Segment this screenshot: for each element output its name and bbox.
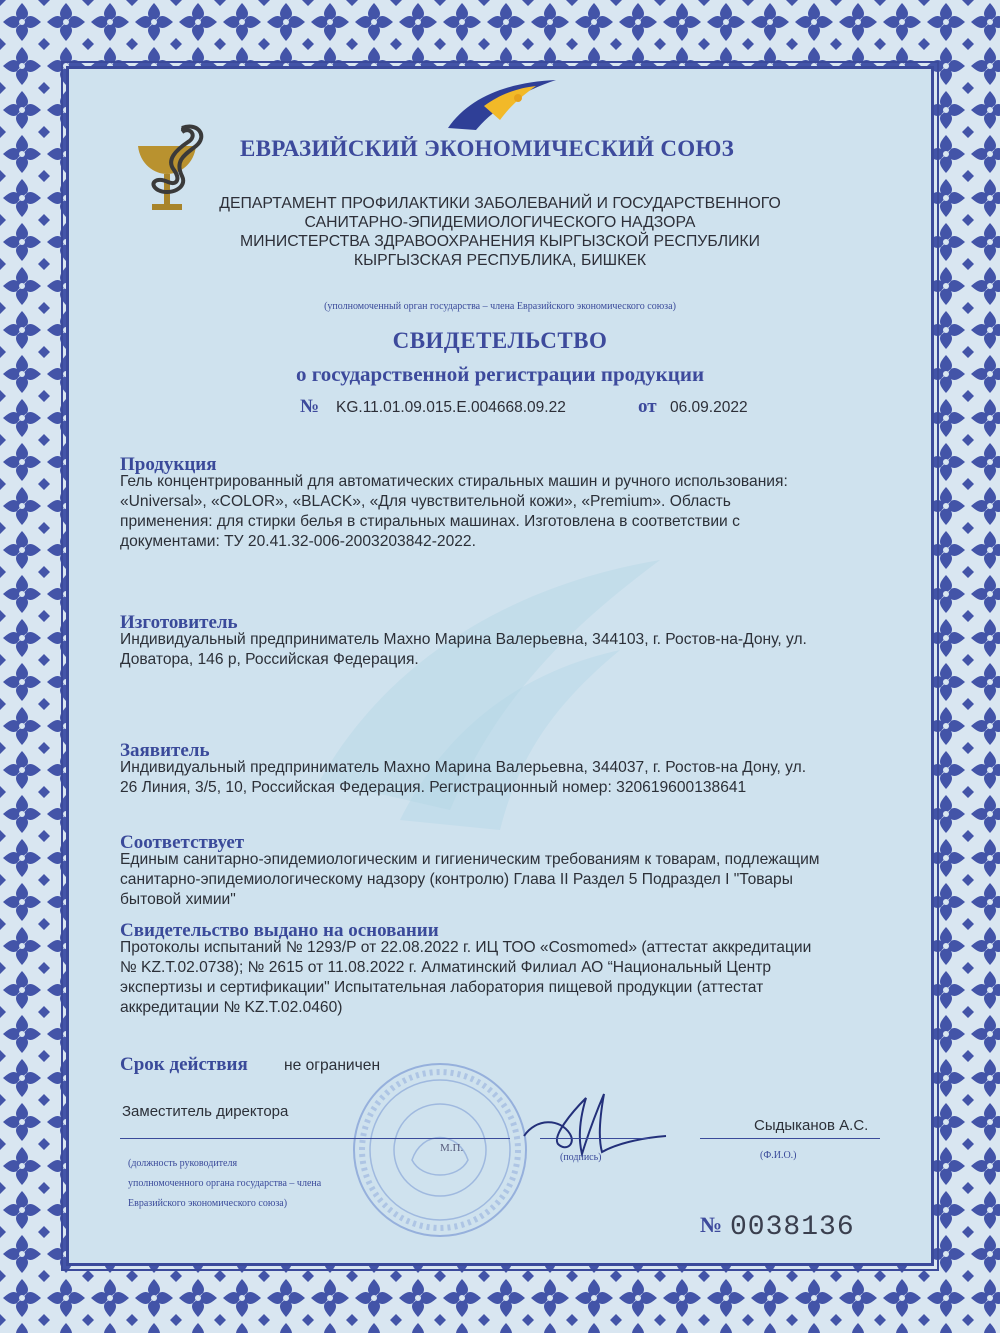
position-note-line-2: уполномоченного органа государства – члена (128, 1178, 322, 1189)
department-line-2: САНИТАРНО-ЭПИДЕМИОЛОГИЧЕСКОГО НАДЗОРА (304, 214, 696, 231)
product-line-2: «Universal», «COLOR», «BLACK», «Для чувствительной кожи», «Premium». Область (120, 493, 731, 510)
stamp-mark: М.П. (440, 1142, 464, 1154)
department-line-1: ДЕПАРТАМЕНТ ПРОФИЛАКТИКИ ЗАБОЛЕВАНИЙ И ГОСУДАРСТВЕННОГО (219, 195, 781, 212)
position-underline (120, 1138, 510, 1139)
applicant-line-2: 26 Линия, 3/5, 10, Российская Федерация. Регистрационный номер: 320619600138641 (120, 779, 747, 796)
department-line-3: МИНИСТЕРСТВА ЗДРАВООХРАНЕНИЯ КЫРГЫЗСКОЙ РЕСПУБЛИКИ (240, 233, 760, 250)
basis-line-4: аккредитации № KZ.T.02.0460) (120, 999, 343, 1016)
name-underline (700, 1138, 880, 1139)
certificate-date: 06.09.2022 (670, 399, 748, 416)
serial-label: № (700, 1212, 723, 1237)
basis-label: Свидетельство выдано на основании (120, 920, 439, 941)
basis-line-2: № KZ.T.02.0738); № 2615 от 11.08.2022 г. Алматинский Филиал АО “Национальный Центр (120, 959, 772, 976)
basis-line-1: Протоколы испытаний № 1293/Р от 22.08.2022 г. ИЦ ТОО «Cosmomed» (аттестат аккредитации (120, 939, 812, 956)
manufacturer-text (120, 630, 890, 670)
basis-text (120, 938, 900, 1018)
product-line-3: применения: для стирки белья в стиральных машинах. Изготовлена в соответствии с (120, 513, 740, 530)
certificate-number-row (300, 396, 780, 424)
product-line-4: документами: ТУ 20.41.32-006-2003203842-2022. (120, 533, 476, 550)
conforms-line-1: Единым санитарно-эпидемиологическим и гигиеническим требованиям к товарам, подлежащим (120, 851, 820, 868)
applicant-text (120, 758, 890, 798)
department-line-4: КЫРГЫЗСКАЯ РЕСПУБЛИКА, БИШКЕК (353, 252, 647, 269)
signature-note: (подпись) (560, 1152, 602, 1163)
certificate-subtitle: о государственной регистрации продукции (295, 362, 705, 386)
union-title: ЕВРАЗИЙСКИЙ ЭКОНОМИЧЕСКИЙ СОЮЗ (240, 136, 735, 161)
conforms-line-3: бытовой химии" (120, 891, 236, 908)
conforms-label: Соответствует (120, 832, 245, 853)
validity-value: не ограничен (284, 1057, 381, 1074)
certificate-title: СВИДЕТЕЛЬСТВО (392, 328, 608, 353)
number-label: № (300, 396, 320, 417)
product-text (120, 472, 890, 552)
certificate-number: KG.11.01.09.015.E.004668.09.22 (336, 399, 566, 416)
position-note (128, 1154, 321, 1214)
applicant-label: Заявитель (120, 740, 210, 761)
department-block (160, 194, 840, 270)
basis-line-3: экспертизы и сертификации" Испытательная лаборатория пищевой продукции (аттестат (120, 979, 764, 996)
authority-note: (уполномоченный орган государства – члена Евразийского экономического союза) (324, 301, 676, 312)
manufacturer-line-1: Индивидуальный предприниматель Махно Марина Валерьевна, 344103, г. Ростов-на-Дону, ул. (120, 631, 807, 648)
manufacturer-line-2: Доватора, 146 р, Российская Федерация. (120, 651, 419, 668)
manufacturer-label: Изготовитель (120, 612, 238, 633)
date-label: от (638, 396, 657, 417)
signatory-position: Заместитель директора (122, 1103, 289, 1120)
signature-underline (540, 1138, 650, 1139)
validity-label: Срок действия (120, 1054, 248, 1075)
signatory-name: Сыдыканов А.С. (754, 1117, 869, 1134)
position-note-line-3: Евразийского экономического союза) (128, 1198, 288, 1209)
applicant-line-1: Индивидуальный предприниматель Махно Марина Валерьевна, 344037, г. Ростов-на Дону, ул. (120, 759, 807, 776)
conforms-line-2: санитарно-эпидемиологическому надзору (контролю) Глава II Раздел 5 Подраздел I "Товары (120, 871, 793, 888)
product-line-1: Гель концентрированный для автоматических стиральных машин и ручного использования: (120, 473, 788, 490)
eaeu-emblem-icon (440, 76, 560, 132)
name-note: (Ф.И.О.) (760, 1150, 797, 1161)
conforms-text (120, 850, 900, 910)
position-note-line-1: (должность руководителя (128, 1158, 238, 1169)
serial-number: 0038136 (730, 1212, 855, 1243)
product-label: Продукция (120, 454, 217, 475)
